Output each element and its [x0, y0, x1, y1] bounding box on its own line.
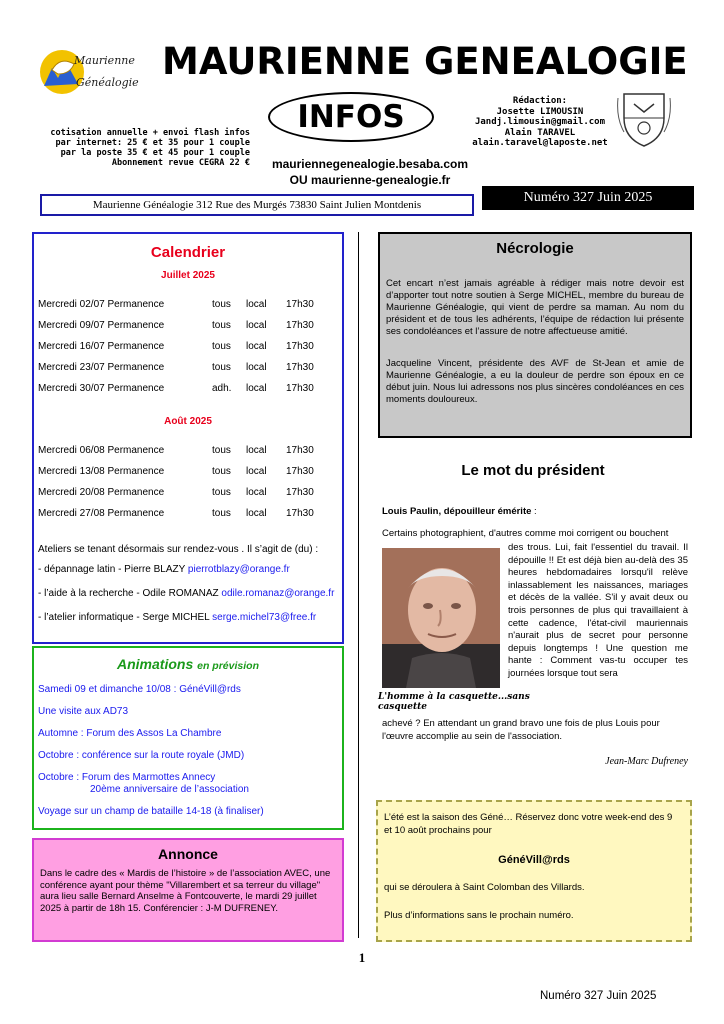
website-link-2[interactable]: OU maurienne-genealogie.fr: [289, 173, 451, 187]
footer-issue: Numéro 327 Juin 2025: [540, 990, 657, 1002]
signature: Jean-Marc Dufreney: [605, 756, 688, 767]
cotisation-info: cotisation annuelle + envoi flash infos par internet: 25 € et 35 pour 1 couple par la poste 35 € et 45 pour 1 couple Abonnement revue CEGRA 22 €: [50, 128, 250, 168]
email-link[interactable]: alain.taravel@laposte.net: [472, 138, 608, 148]
genevillards-intro: L’été est la saison des Géné… Réservez donc votre week-end des 9 et 10 août prochains pour: [384, 812, 673, 836]
calendar-row: Mercredi 06/08 Permanence tous local 17h30: [38, 445, 314, 456]
president-word-text: des trous. Lui, fait l'essentiel du travail. Il dépouille !! Et est déjà bien au-delà des 35 heures hebdomadaires lorsqu'il relève inlassablement les naissances, mariages et décès de la vallée. S'il y avait deux ou trois personnes de plus qui travaillaient à cette cadence, l'état-civil mauriennais n'aurait plus de secret pour personne depuis longtemps ! Une question me hante : Comment vas-tu occuper tes journées lorsque tout sera: [508, 542, 688, 679]
email-link[interactable]: Jandj.limousin@gmail.com: [474, 117, 606, 127]
animations-title: Animations en prévision: [117, 656, 259, 672]
page-number: 1: [358, 950, 366, 965]
atelier-item: - l’aide à la recherche - Odile ROMANAZ odile.romanaz@orange.fr: [38, 588, 335, 599]
calendar-row: Mercredi 09/07 Permanence tous local 17h30: [38, 320, 314, 331]
email-link[interactable]: odile.romanaz@orange.fr: [221, 588, 335, 599]
calendar-row: Mercredi 20/08 Permanence tous local 17h30: [38, 487, 314, 498]
month-heading: Juillet 2025: [161, 270, 215, 281]
portrait-photo: [382, 548, 500, 688]
genevillards-box: [376, 800, 692, 942]
animation-item: Automne : Forum des Assos La Chambre: [38, 728, 222, 739]
calendar-row: Mercredi 23/07 Permanence tous local 17h30: [38, 362, 314, 373]
president-word-subtitle: Louis Paulin, dépouilleur émérite :: [382, 506, 537, 517]
photo-caption: L'homme à la casquette...sans casquette: [378, 692, 530, 712]
necrologie-title: Nécrologie: [496, 240, 574, 257]
calendar-box: [32, 232, 344, 644]
calendar-row: Mercredi 30/07 Permanence adh. local 17h30: [38, 383, 314, 394]
calendar-row: Mercredi 16/07 Permanence tous local 17h30: [38, 341, 314, 352]
website-links: [270, 156, 470, 188]
annonce-box: [32, 838, 344, 942]
genevillards-text: Plus d’informations sans le prochain numéro.: [384, 910, 574, 921]
animation-item: Voyage sur un champ de bataille 14-18 (à finaliser): [38, 806, 264, 817]
genevillards-text: qui se déroulera à Saint Colomban des Villards.: [384, 882, 585, 893]
animation-item: Samedi 09 et dimanche 10/08 : GénéVill@rds: [38, 684, 241, 695]
address-banner: Maurienne Généalogie 312 Rue des Murgés 73830 Saint Julien Montdenis: [40, 194, 474, 216]
animation-item: Une visite aux AD73: [38, 706, 129, 717]
website-link-1[interactable]: mauriennegenealogie.besaba.com: [271, 157, 469, 171]
necrologie-paragraph: Jacqueline Vincent, présidente des AVF de St-Jean et amie de Maurienne Généalogie, a eu la douleur de perdre son époux en ce début juin. Nous lui adressons nos plus sincères condoléances en ces moments douloureux.: [386, 358, 684, 405]
ateliers-intro: Ateliers se tenant désormais sur rendez-vous . Il s’agit de (du) :: [38, 544, 319, 555]
svg-text:Maurienne: Maurienne: [74, 54, 135, 67]
email-link[interactable]: pierrotblazy@orange.fr: [187, 564, 290, 575]
svg-text:Généalogie: Généalogie: [76, 76, 139, 89]
president-word-text: achevé ? En attendant un grand bravo une fois de plus Louis pour l'œuvre accomplie au sein de l'association.: [382, 718, 660, 742]
calendar-row: Mercredi 02/07 Permanence tous local 17h30: [38, 299, 314, 310]
issue-number: Numéro 327 Juin 2025: [482, 186, 694, 210]
atelier-item: - l’atelier informatique - Serge MICHEL serge.michel73@free.fr: [38, 612, 317, 623]
annonce-text: Dans le cadre des « Mardis de l’histoire » de l’association AVEC, une conférence ayant pour thème "Villarembert et sa terreur du village" aura lieu salle Bernard Anselme à Fontcouverte, le mardi 29 juillet 2025 à partir de 18h 15. Conférencier : J-M DUFRENEY.: [40, 868, 331, 914]
animations-box: [32, 646, 344, 830]
logo: [38, 38, 166, 108]
coat-of-arms-icon: [616, 88, 672, 150]
calendar-row: Mercredi 27/08 Permanence tous local 17h30: [38, 508, 314, 519]
animation-item: Octobre : Forum des Marmottes Annecy: [38, 772, 216, 783]
atelier-item: - dépannage latin - Pierre BLAZY pierrotblazy@orange.fr: [38, 564, 290, 575]
genevillards-title: GénéVill@rds: [498, 854, 570, 866]
calendar-row: Mercredi 13/08 Permanence tous local 17h30: [38, 466, 314, 477]
infos-label: INFOS: [268, 92, 434, 142]
necrologie-box: [378, 232, 692, 438]
newsletter-title: MAURIENNE GENEALOGIE: [162, 40, 688, 83]
president-word-text: Certains photographient, d'autres comme moi corrigent ou bouchent: [382, 528, 669, 539]
redaction-info: Rédaction: Josette LIMOUSIN Jandj.limousin@gmail.com Alain TARAVEL alain.taravel@laposte.net: [470, 96, 610, 149]
calendar-title: Calendrier: [150, 244, 226, 261]
animation-item: Octobre : conférence sur la route royale (JMD): [38, 750, 245, 761]
annonce-title: Annonce: [158, 846, 218, 862]
month-heading: Août 2025: [164, 416, 212, 427]
column-divider: [358, 232, 359, 938]
email-link[interactable]: serge.michel73@free.fr: [212, 612, 317, 623]
necrologie-paragraph: Cet encart n’est jamais agréable à rédiger mais notre devoir est d’apporter tout notre soutien à Serge MICHEL, membre du bureau de Maurienne Généalogie, qui vient de perdre sa maman. Au nom du président et de tous les adhérents, l’équipe de rédaction lui présente ses condoléances et l’assure de notre affectueuse amitié.: [386, 278, 684, 337]
president-word-title: Le mot du président: [461, 462, 605, 479]
animation-item: 20ème anniversaire de l’association: [90, 784, 249, 795]
